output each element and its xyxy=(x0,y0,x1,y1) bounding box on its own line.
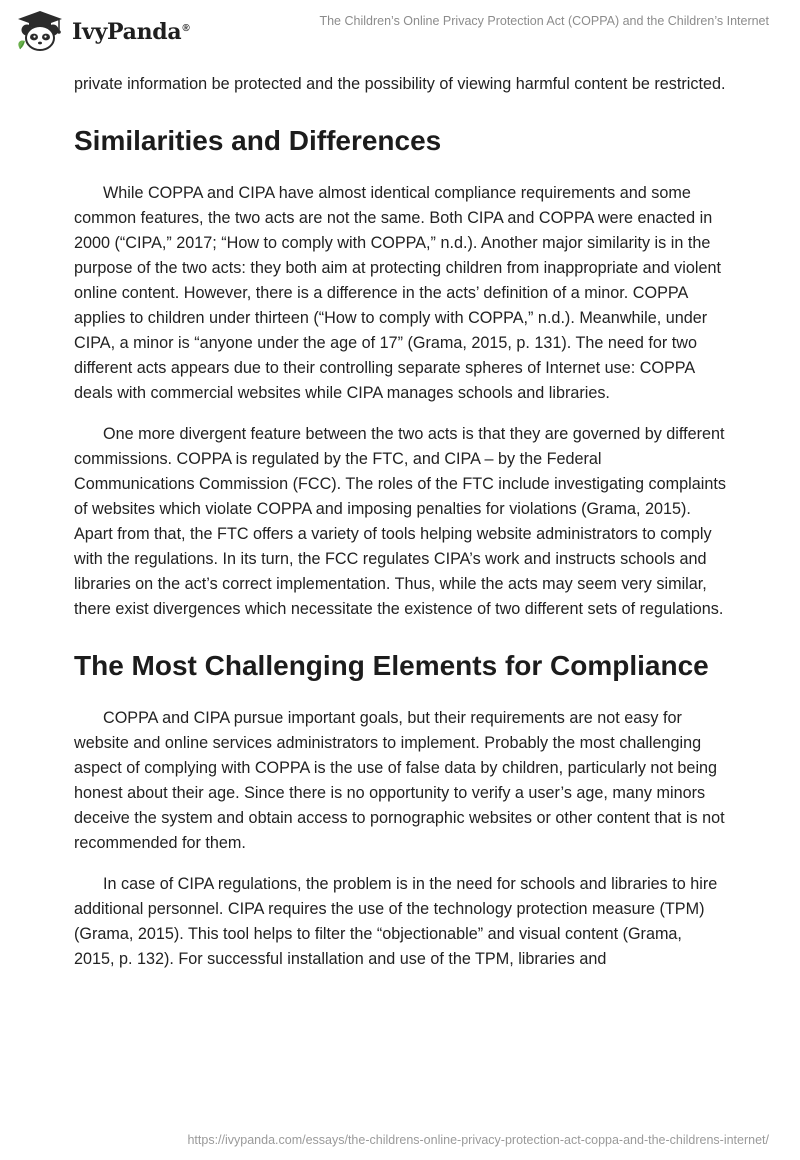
registered-mark: ® xyxy=(182,22,190,34)
panda-graduate-icon xyxy=(14,9,66,53)
paragraph: One more divergent feature between the two acts is that they are governed by different commissions. COPPA is regulated by the FTC, and CIPA – by the Federal Communications Commission (FCC). The roles of the FTC include investigating complaints of websites which violate COPPA and imposing penalties for violations (Grama, 2015). Apart from that, the FTC offers a variety of tools helping website administrators to comply with the regulations. In its turn, the FCC regulates CIPA’s work and instructs schools and libraries on the act’s correct implementation. Thus, while the acts may seem very similar, there exist divergences which necessitate the existence of two different sets of regulations. xyxy=(74,425,726,618)
section-heading-similarities: Similarities and Differences xyxy=(74,125,442,156)
paragraph: While COPPA and CIPA have almost identical compliance requirements and some common features, the two acts are not the same. Both CIPA and COPPA were enacted in 2000 (“CIPA,” 2017; “How to comply with COPPA,” n.d.). Another major similarity is in the purpose of the two acts: they both aim at protecting children from inappropriate and violent online content. However, there is a difference in the acts’ definition of a minor. COPPA applies to children under thirteen (“How to comply with COPPA,” n.d.). Meanwhile, under CIPA, a minor is “anyone under the age of 17” (Grama, 2015, p. 131). The need for two different acts appears due to their controlling separate spheres of Internet use: COPPA deals with commercial websites while CIPA manages schools and libraries. xyxy=(74,184,721,402)
logo-wordmark: IvyPanda® xyxy=(72,19,190,45)
document-title: The Children’s Online Privacy Protection Act (COPPA) and the Children’s Internet xyxy=(319,14,769,28)
page-header xyxy=(0,0,800,62)
paragraph: COPPA and CIPA pursue important goals, but their requirements are not easy for website and online services administrators to implement. Probably the most challenging aspect of complying with COPPA is the use of false data by children, particularly not being honest about their age. Since there is no opportunity to verify a user’s age, many minors deceive the system and obtain access to pornographic websites or other content that is not recommended for them. xyxy=(74,709,725,852)
intro-continued-paragraph: private information be protected and the possibility of viewing harmful content be restricted. xyxy=(74,75,726,93)
ivypanda-logo[interactable] xyxy=(14,9,214,53)
essay-body xyxy=(74,72,726,972)
section-heading-challenging-elements: The Most Challenging Elements for Compliance xyxy=(74,650,709,681)
source-url[interactable]: https://ivypanda.com/essays/the-childrens-online-privacy-protection-act-coppa-and-the-childrens-internet/ xyxy=(187,1133,769,1147)
paragraph: In case of CIPA regulations, the problem is in the need for schools and libraries to hire additional personnel. CIPA requires the use of the technology protection measure (TPM) (Grama, 2015). This tool helps to filter the “objectionable” and visual content (Grama, 2015, p. 132). For successful installation and use of the TPM, libraries and xyxy=(74,875,718,968)
